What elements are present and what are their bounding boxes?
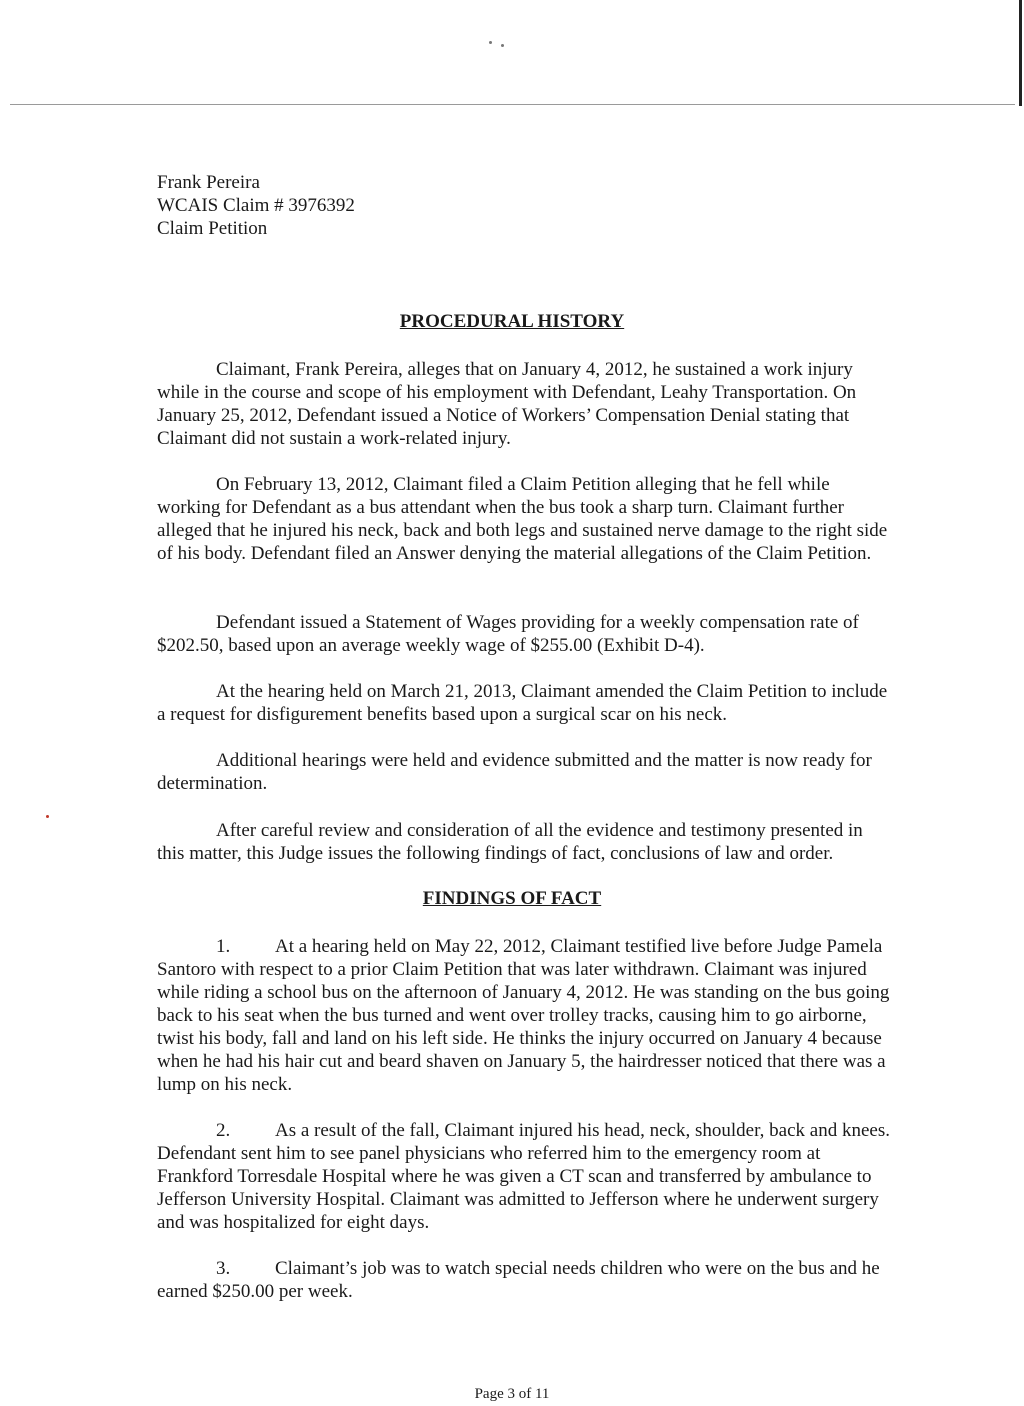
- page-number: Page 3 of 11: [474, 1386, 550, 1402]
- paragraph: On February 13, 2012, Claimant filed a Claim Petition alleging that he fell while working for Defendant as a bus attendant when the bus took a sharp turn. Claimant further alleged that he injured his neck, back and both legs and sustained nerve damage to the right side of his body. Defendant filed an Answer denying the material allegations of the Claim Petition.: [157, 474, 888, 564]
- finding-item: [157, 1257, 892, 1303]
- document-type: Claim Petition: [157, 218, 268, 239]
- finding-text: At a hearing held on May 22, 2012, Claimant testified live before Judge Pamela Santoro with respect to a prior Claim Petition that was later withdrawn. Claimant was injured while riding a school bus on the afternoon of January 4, 2012. He was standing on the bus going back to his seat when the bus turned and went over trolley tracks, causing him to go airborne, twist his body, fall and land on his left side. He thinks the injury occurred on January 4 because when he had his hair cut and beard shaven on January 5, the hairdresser noticed that there was a lump on his neck.: [157, 936, 890, 1095]
- claimant-name: Frank Pereira: [157, 172, 260, 193]
- paragraph: After careful review and consideration of all the evidence and testimony presented in this matter, this Judge issues the following findings of fact, conclusions of law and order.: [157, 820, 863, 864]
- scan-edge-mark: [1019, 0, 1022, 106]
- paragraph: Claimant, Frank Pereira, alleges that on January 4, 2012, he sustained a work injury while in the course and scope of his employment with Defendant, Leahy Transportation. On January 25, 2012, Defendant issued a Notice of Workers’ Compensation Denial stating that Claimant did not sustain a work-related injury.: [157, 359, 857, 449]
- finding-number: 3.: [216, 1258, 231, 1279]
- scan-speck: [501, 44, 504, 47]
- finding-item: [157, 1119, 892, 1234]
- paragraph: At the hearing held on March 21, 2013, Claimant amended the Claim Petition to include a request for disfigurement benefits based upon a surgical scar on his neck.: [157, 681, 888, 725]
- finding-item: [157, 935, 892, 1096]
- finding-number: 1.: [216, 936, 231, 957]
- document-header: [157, 171, 355, 240]
- scan-speck: [489, 41, 492, 44]
- finding-number: 2.: [216, 1120, 231, 1141]
- finding-text: Claimant’s job was to watch special needs children who were on the bus and he earned $250.00 per week.: [157, 1258, 880, 1302]
- paragraph: Additional hearings were held and evidence submitted and the matter is now ready for determination.: [157, 750, 872, 794]
- procedural-history-heading: PROCEDURAL HISTORY: [399, 311, 625, 332]
- findings-of-fact-heading: FINDINGS OF FACT: [422, 888, 602, 909]
- finding-text: As a result of the fall, Claimant injured his head, neck, shoulder, back and knees. Defendant sent him to see panel physicians who referred him to the emergency room at Frankford Torresdale Hospital where he was given a CT scan and transferred by ambulance to Jefferson University Hospital. Claimant was admitted to Jefferson where he underwent surgery and was hospitalized for eight days.: [157, 1120, 890, 1233]
- scan-speck: [46, 815, 49, 818]
- claim-number: WCAIS Claim # 3976392: [157, 195, 355, 216]
- scan-edge-line: [10, 104, 1015, 105]
- paragraph: Defendant issued a Statement of Wages providing for a weekly compensation rate of $202.50, based upon an average weekly wage of $255.00 (Exhibit D-4).: [157, 612, 859, 656]
